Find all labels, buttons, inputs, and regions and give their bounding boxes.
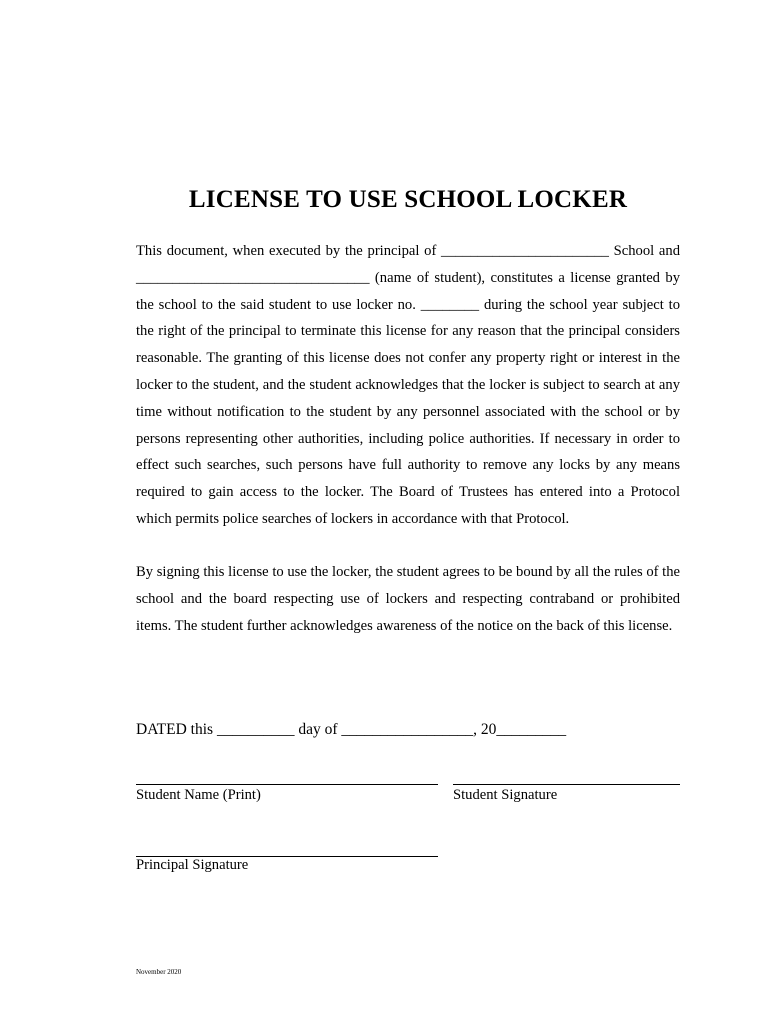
license-terms-paragraph: This document, when executed by the principal of _______________________ School and ________________________________ (name of student), constitutes a license granted by the school to the said student to use locker no. ________ during the school year subject to the right of the principal to terminate this license for any reason that the principal considers reasonable. The granting of this license does not confer any property right or interest in the locker to the student, and the student acknowledges that the locker is subject to search at any time without notification to the student by any personnel associated with the school or by persons representing other authorities, including police authorities. If necessary in order to effect such searches, such persons have full authority to remove any locks by any means required to gain access to the locker. The Board of Trustees has entered into a Protocol which permits police searches of lockers in accordance with that Protocol. <box>136 243 680 527</box>
student-signature-line <box>453 784 680 785</box>
student-signature-label: Student Signature <box>453 787 558 803</box>
student-name-line <box>136 784 438 785</box>
footer-date: November 2020 <box>136 968 182 976</box>
dated-line: DATED this __________ day of _________________, 20_________ <box>136 721 567 738</box>
agreement-paragraph: By signing this license to use the locker, the student agrees to be bound by all the rules of the school and the board respecting use of lockers and respecting contraband or prohibited items. The student further acknowledges awareness of the notice on the back of this license. <box>136 564 680 634</box>
document-title: LICENSE TO USE SCHOOL LOCKER <box>188 186 628 213</box>
student-name-label: Student Name (Print) <box>136 787 261 803</box>
principal-signature-label: Principal Signature <box>136 857 249 873</box>
